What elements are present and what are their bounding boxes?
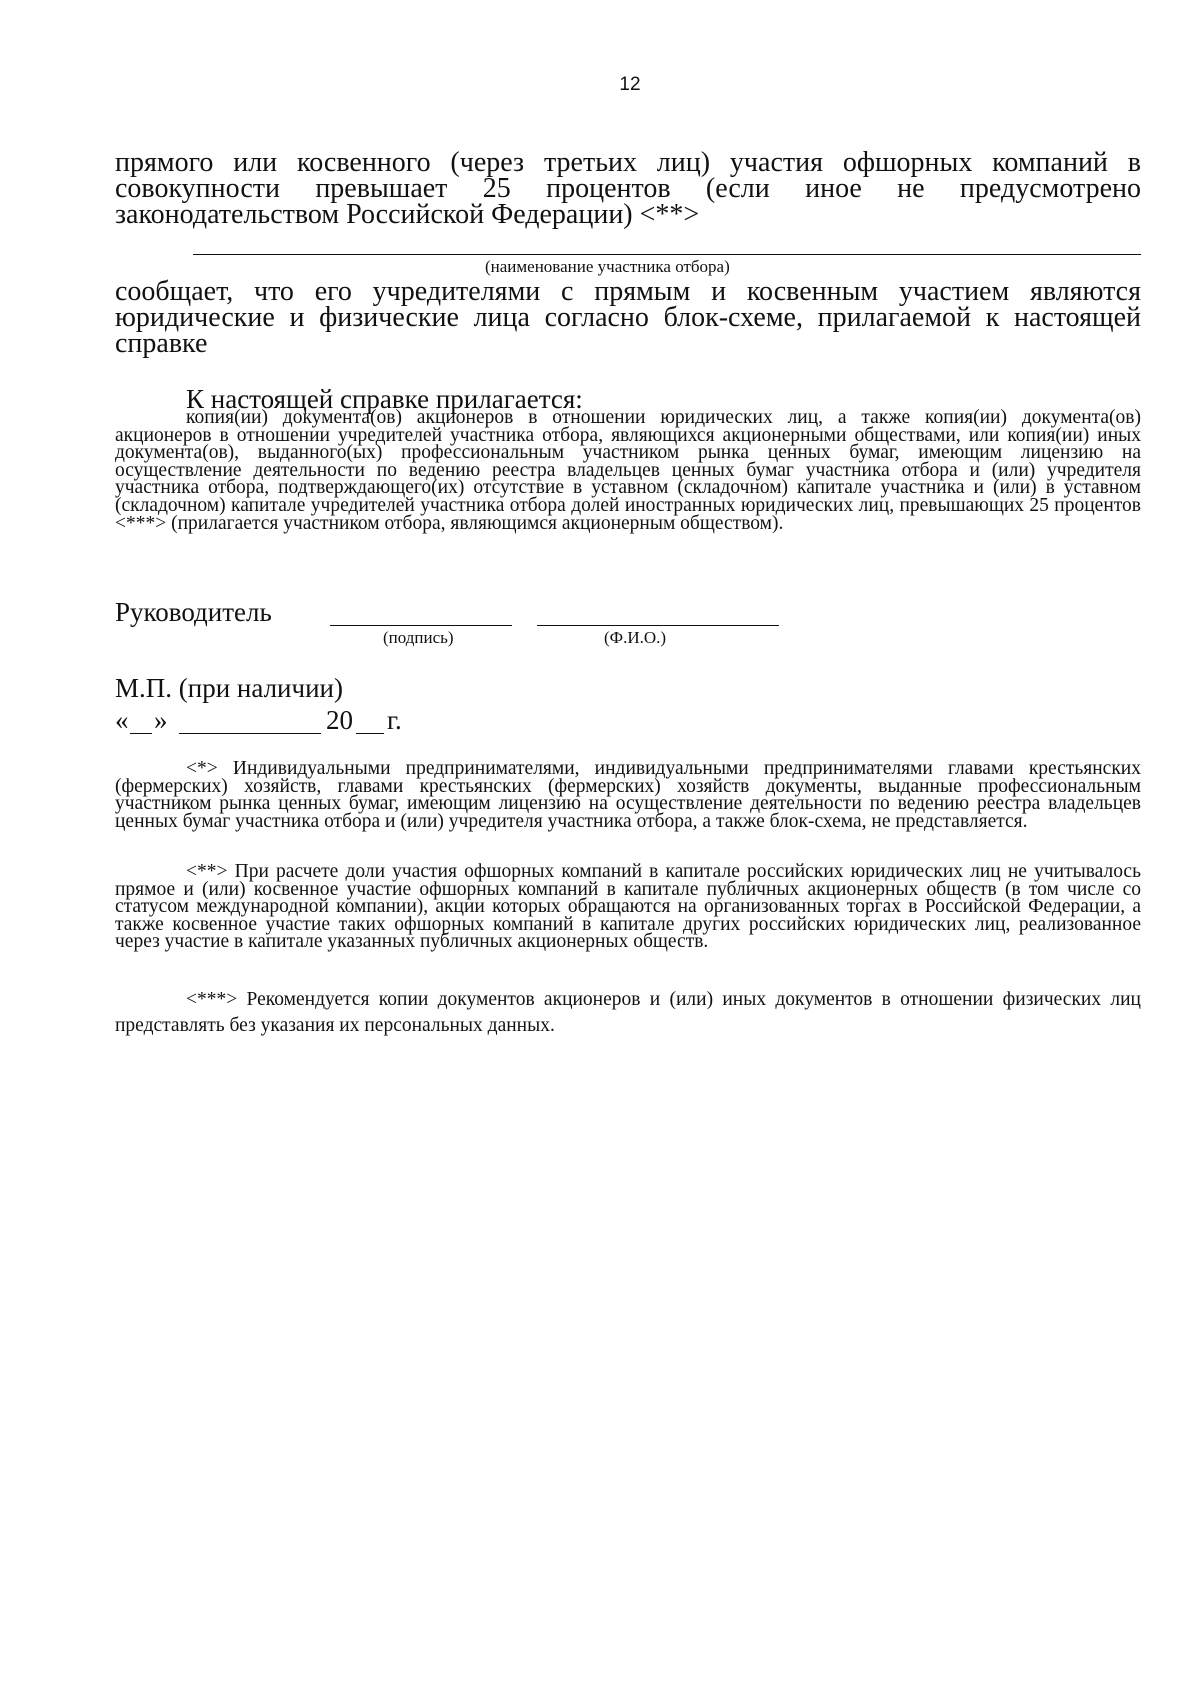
day-blank[interactable] [130,733,152,734]
footnote-3: <***> Рекомендуется копии документов акционеров и (или) иных документов в отношении физических лиц представлять без указания их персональных данных. [115,989,1141,1036]
attachment-heading: К настоящей справке прилагается: [186,384,583,414]
date-open-quote: « [115,705,129,735]
signature-caption: (подпись) [383,628,454,647]
top-paragraph: прямого или косвенного (через третьих лиц) участия офшорных компаний в совокупности превышает 25 процентов (если иное не предусмотрено законодательством Российской Федерации) <**> [115,147,1141,230]
date-line [115,705,515,739]
stamp-line: М.П. (при наличии) [115,673,343,703]
full-name-line[interactable] [537,625,779,626]
year-suffix: г. [387,705,402,735]
participant-caption: (наименование участника отбора) [485,257,730,276]
reports-paragraph: сообщает, что его учредителями с прямым и косвенным участием являются юридические и физические лица согласно блок-схеме, прилагаемой к настоящей справке [115,276,1141,359]
year-prefix: 20 [326,705,353,735]
year-blank[interactable] [356,733,384,734]
attachment-text: копия(ии) документа(ов) акционеров в отношении юридических лиц, а также копия(ии) документа(ов) акционеров в отношении учредителей участника отбора, являющихся акционерными обществами, или копия(ии) иных документа(ов), выданного(ых) профессиональным участником рынка ценных бумаг, имеющим лицензию на осуществление деятельности по ведению реестра владельцев ценных бумаг участника отбора и (или) учредителя участника отбора, подтверждающего(их) отсутствие в уставном (складочном) капитале участника и (или) в уставном (складочном) капитале учредителей участника отбора долей иностранных юридических лиц, превышающих 25 процентов <***> (прилагается участником отбора, являющимся акционерным обществом). [115,407,1141,534]
signature-role: Руководитель [115,597,272,627]
participant-name-line[interactable] [193,254,1141,255]
signature-line[interactable] [330,625,512,626]
month-blank[interactable] [179,733,321,734]
full-name-caption: (Ф.И.О.) [604,628,667,647]
footnote-2: <**> При расчете доли участия офшорных компаний в капитале российских юридических лиц не учитывалось прямое и (или) косвенное участие офшорных компаний в капитале публичных акционерных обществ (в том числе со статусом международной компании), акции которых обращаются на организованных торгах в Российской Федерации, а также косвенное участие таких офшорных компаний в капитале других российских юридических лиц, реализованное через участие в капитале указанных публичных акционерных обществ. [115,861,1141,953]
footnote-1: <*> Индивидуальными предпринимателями, индивидуальными предпринимателями главами крестьянских (фермерских) хозяйств, главами крестьянских (фермерских) хозяйств документы, выданные профессиональным участником рынка ценных бумаг, имеющим лицензию на осуществление деятельности по ведению реестра владельцев ценных бумаг участника отбора и (или) учредителя участника отбора, а также блок-схема, не представляется. [115,758,1141,832]
page-number: 12 [619,74,641,95]
date-close-quote: » [154,705,168,735]
